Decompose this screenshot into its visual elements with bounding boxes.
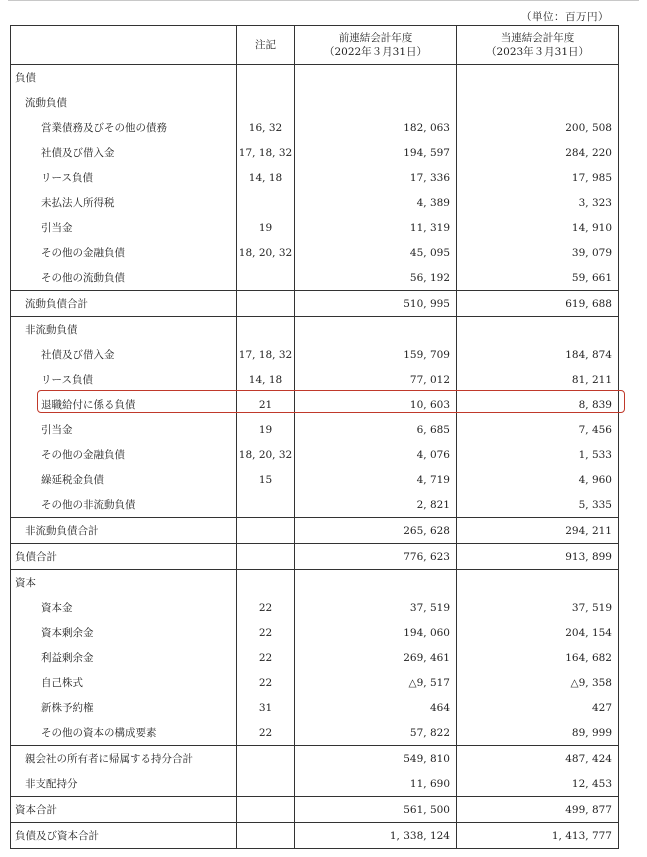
row-curr-value: 427: [457, 695, 619, 720]
row-label: 負債合計: [11, 544, 237, 570]
table-row: [11, 90, 619, 115]
row-label: 負債及び資本合計: [11, 823, 237, 849]
table-row: [11, 165, 619, 190]
unit-label: （単位：百万円）: [521, 11, 609, 23]
table-row: [11, 695, 619, 720]
row-curr-value: [457, 65, 619, 91]
table-row: [11, 720, 619, 746]
row-label: その他の資本の構成要素: [11, 720, 237, 746]
row-label: 資本: [11, 570, 237, 596]
row-prev-value: 37, 519: [295, 595, 457, 620]
row-note: 16, 32: [237, 115, 295, 140]
row-curr-value: △9, 358: [457, 670, 619, 695]
row-label: 負債: [11, 65, 237, 91]
header-curr-year: [457, 26, 619, 65]
row-prev-value: 561, 500: [295, 797, 457, 823]
row-note: 31: [237, 695, 295, 720]
table-row: [11, 190, 619, 215]
table-row: [11, 570, 619, 596]
table-row: [11, 65, 619, 91]
table-header-row: [11, 26, 619, 65]
header-prev-year: [295, 26, 457, 65]
row-label: 社債及び借入金: [11, 342, 237, 367]
top-divider: [8, 0, 639, 1]
row-note: [237, 317, 295, 343]
row-prev-value: 194, 597: [295, 140, 457, 165]
row-curr-value: 39, 079: [457, 240, 619, 265]
row-prev-value: 510, 995: [295, 291, 457, 317]
table-row: [11, 492, 619, 518]
row-note: 17, 18, 32: [237, 342, 295, 367]
row-note: 22: [237, 720, 295, 746]
row-note: [237, 570, 295, 596]
row-prev-value: [295, 570, 457, 596]
row-label: 引当金: [11, 215, 237, 240]
row-curr-value: 1, 413, 777: [457, 823, 619, 849]
header-note: 注記: [237, 26, 295, 65]
row-note: 18, 20, 32: [237, 240, 295, 265]
row-prev-value: 269, 461: [295, 645, 457, 670]
row-label: その他の流動負債: [11, 265, 237, 291]
row-note: 17, 18, 32: [237, 140, 295, 165]
row-label: 資本合計: [11, 797, 237, 823]
row-curr-value: 1, 533: [457, 442, 619, 467]
row-curr-value: 12, 453: [457, 771, 619, 797]
row-curr-value: 204, 154: [457, 620, 619, 645]
table-row: [11, 595, 619, 620]
row-label: 資本金: [11, 595, 237, 620]
table-row: [11, 823, 619, 849]
row-curr-value: 59, 661: [457, 265, 619, 291]
row-curr-value: [457, 317, 619, 343]
table-row: [11, 442, 619, 467]
header-item: [11, 26, 237, 65]
row-note: 21: [237, 392, 295, 417]
table-row: [11, 467, 619, 492]
row-label: 親会社の所有者に帰属する持分合計: [11, 746, 237, 772]
row-label: 退職給付に係る負債: [11, 392, 237, 417]
row-prev-value: 11, 690: [295, 771, 457, 797]
row-label: リース負債: [11, 165, 237, 190]
table-row: [11, 215, 619, 240]
row-note: 22: [237, 620, 295, 645]
row-note: [237, 823, 295, 849]
table-row: [11, 367, 619, 392]
row-label: 利益剰余金: [11, 645, 237, 670]
row-label: 流動負債合計: [11, 291, 237, 317]
row-prev-value: 77, 012: [295, 367, 457, 392]
row-label: その他の金融負債: [11, 240, 237, 265]
row-prev-value: [295, 317, 457, 343]
row-prev-value: 11, 319: [295, 215, 457, 240]
row-curr-value: 913, 899: [457, 544, 619, 570]
row-note: 22: [237, 670, 295, 695]
row-prev-value: 4, 719: [295, 467, 457, 492]
row-prev-value: △9, 517: [295, 670, 457, 695]
header-prev-title: 前連結会計年度: [338, 32, 413, 44]
header-prev-date: （2022年３月31日）: [323, 46, 428, 58]
row-curr-value: 619, 688: [457, 291, 619, 317]
row-note: [237, 90, 295, 115]
row-note: [237, 518, 295, 544]
row-label: その他の金融負債: [11, 442, 237, 467]
table-row: [11, 417, 619, 442]
row-note: [237, 771, 295, 797]
row-label: 繰延税金負債: [11, 467, 237, 492]
row-prev-value: 182, 063: [295, 115, 457, 140]
row-prev-value: 6, 685: [295, 417, 457, 442]
row-prev-value: 776, 623: [295, 544, 457, 570]
table-row: [11, 645, 619, 670]
row-curr-value: 37, 519: [457, 595, 619, 620]
row-note: 18, 20, 32: [237, 442, 295, 467]
table-row: [11, 115, 619, 140]
row-note: 19: [237, 215, 295, 240]
row-curr-value: 284, 220: [457, 140, 619, 165]
row-prev-value: 10, 603: [295, 392, 457, 417]
row-note: [237, 492, 295, 518]
table-row: [11, 518, 619, 544]
table-row: [11, 342, 619, 367]
row-curr-value: [457, 90, 619, 115]
table-row: [11, 771, 619, 797]
row-label: 非流動負債合計: [11, 518, 237, 544]
row-note: 14, 18: [237, 367, 295, 392]
row-prev-value: 464: [295, 695, 457, 720]
row-label: その他の非流動負債: [11, 492, 237, 518]
table-row: [11, 291, 619, 317]
row-note: 22: [237, 645, 295, 670]
row-curr-value: 5, 335: [457, 492, 619, 518]
row-note: [237, 797, 295, 823]
row-prev-value: 194, 060: [295, 620, 457, 645]
row-label: 自己株式: [11, 670, 237, 695]
row-prev-value: 265, 628: [295, 518, 457, 544]
row-curr-value: 184, 874: [457, 342, 619, 367]
row-label: 社債及び借入金: [11, 140, 237, 165]
table-row: [11, 140, 619, 165]
row-prev-value: 2, 821: [295, 492, 457, 518]
row-prev-value: 1, 338, 124: [295, 823, 457, 849]
row-note: 19: [237, 417, 295, 442]
header-curr-title: 当連結会計年度: [500, 32, 575, 44]
row-curr-value: 14, 910: [457, 215, 619, 240]
table-row: [11, 392, 619, 417]
row-curr-value: 8, 839: [457, 392, 619, 417]
table-row: [11, 670, 619, 695]
row-curr-value: 7, 456: [457, 417, 619, 442]
row-curr-value: [457, 570, 619, 596]
row-curr-value: 487, 424: [457, 746, 619, 772]
row-note: [237, 291, 295, 317]
row-label: 非流動負債: [11, 317, 237, 343]
table-row: [11, 240, 619, 265]
row-curr-value: 200, 508: [457, 115, 619, 140]
row-note: 15: [237, 467, 295, 492]
row-curr-value: 164, 682: [457, 645, 619, 670]
row-note: [237, 265, 295, 291]
row-note: 22: [237, 595, 295, 620]
table-row: [11, 797, 619, 823]
row-curr-value: 17, 985: [457, 165, 619, 190]
row-prev-value: 17, 336: [295, 165, 457, 190]
row-prev-value: [295, 90, 457, 115]
row-prev-value: 549, 810: [295, 746, 457, 772]
row-curr-value: 4, 960: [457, 467, 619, 492]
row-note: [237, 65, 295, 91]
row-curr-value: 89, 999: [457, 720, 619, 746]
row-curr-value: 294, 211: [457, 518, 619, 544]
table-row: [11, 317, 619, 343]
row-prev-value: 4, 389: [295, 190, 457, 215]
table-row: [11, 544, 619, 570]
row-curr-value: 81, 211: [457, 367, 619, 392]
row-label: 新株予約権: [11, 695, 237, 720]
balance-sheet-table: [10, 25, 619, 849]
row-label: 非支配持分: [11, 771, 237, 797]
row-label: 未払法人所得税: [11, 190, 237, 215]
row-prev-value: 56, 192: [295, 265, 457, 291]
row-label: 資本剰余金: [11, 620, 237, 645]
row-curr-value: 3, 323: [457, 190, 619, 215]
row-note: [237, 544, 295, 570]
table-row: [11, 746, 619, 772]
table-row: [11, 620, 619, 645]
row-prev-value: 159, 709: [295, 342, 457, 367]
row-label: 引当金: [11, 417, 237, 442]
row-curr-value: 499, 877: [457, 797, 619, 823]
row-note: 14, 18: [237, 165, 295, 190]
table-row: [11, 265, 619, 291]
row-note: [237, 746, 295, 772]
row-prev-value: [295, 65, 457, 91]
row-prev-value: 4, 076: [295, 442, 457, 467]
row-prev-value: 45, 095: [295, 240, 457, 265]
row-label: リース負債: [11, 367, 237, 392]
row-prev-value: 57, 822: [295, 720, 457, 746]
row-label: 営業債務及びその他の債務: [11, 115, 237, 140]
row-note: [237, 190, 295, 215]
row-label: 流動負債: [11, 90, 237, 115]
header-curr-date: （2023年３月31日）: [485, 46, 590, 58]
